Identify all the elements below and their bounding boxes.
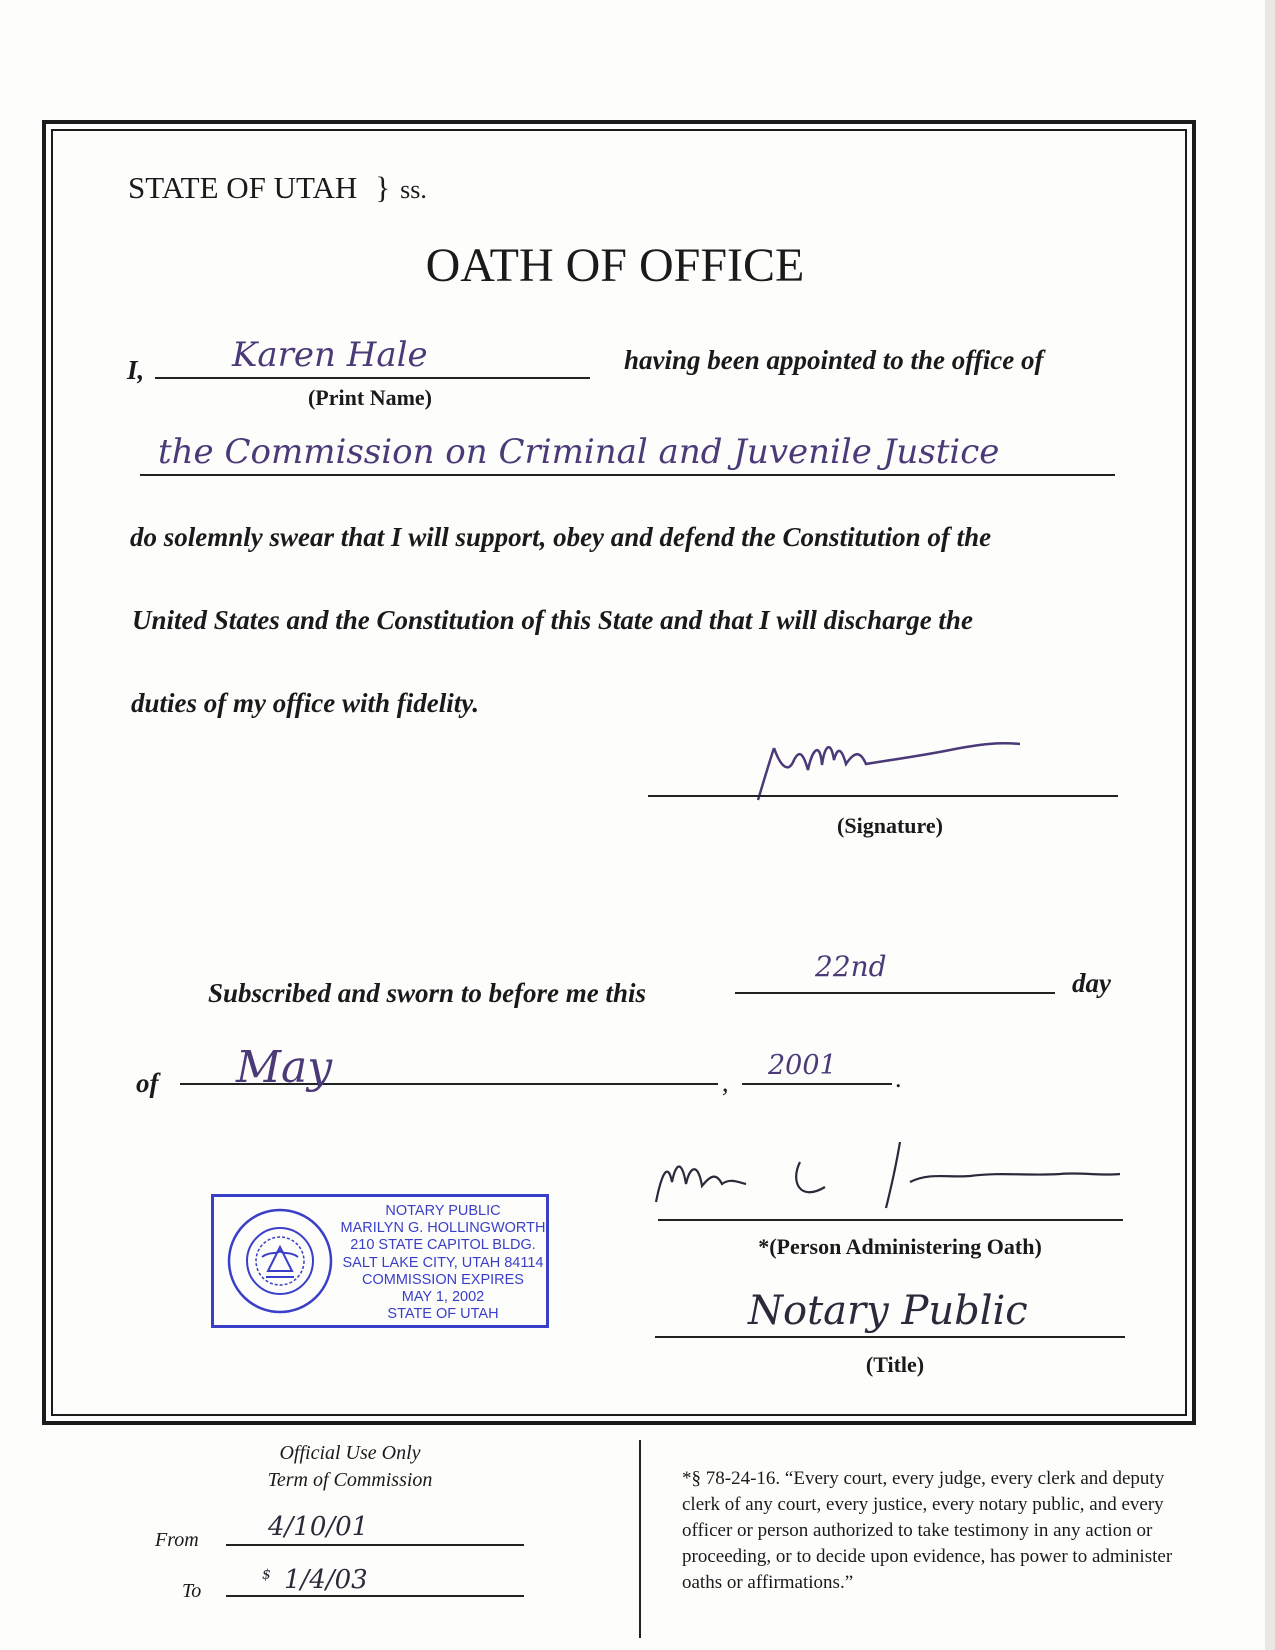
day-line	[735, 992, 1055, 994]
stamp-line: MARILYN G. HOLLINGWORTH	[340, 1220, 546, 1237]
oath-text-line-1: do solemnly swear that I will support, obey and defend the Constitution of the	[130, 522, 992, 552]
stamp-line: COMMISSION EXPIRES	[362, 1271, 524, 1288]
administrator-line	[658, 1219, 1123, 1221]
from-label: From	[155, 1529, 199, 1551]
office-line	[140, 474, 1115, 476]
brace: }	[375, 170, 391, 205]
oath-prefix: I,	[127, 355, 145, 385]
stamp-text	[339, 1203, 547, 1323]
oath-text-line-3: duties of my office with fidelity.	[131, 688, 479, 718]
title-caption: (Title)	[865, 1352, 925, 1377]
date-period: .	[895, 1064, 902, 1093]
term-of-commission-label: Term of Commission	[267, 1469, 433, 1491]
title-field[interactable]: Notary Public	[748, 1288, 1028, 1334]
name-line	[155, 377, 590, 379]
stamp-line: NOTARY PUBLIC	[385, 1203, 501, 1219]
from-line	[226, 1544, 524, 1546]
oath-text-line-2: United States and the Constitution of this State and that I will discharge the	[132, 605, 973, 635]
subscribed-text: Subscribed and sworn to before me this	[208, 978, 647, 1008]
page-title: OATH OF OFFICE	[425, 239, 805, 292]
page-edge	[1265, 0, 1275, 1650]
state-name: STATE OF UTAH	[128, 170, 358, 205]
statute-note: *§ 78-24-16. “Every court, every judge, every clerk and deputy clerk of any court, every justice, every notary public, and every officer or person authorized to take testimony in any action or proceeding, or to decide upon evidence, has power to administer oaths or affirmations.”	[682, 1468, 1173, 1593]
notary-stamp	[211, 1194, 549, 1328]
month-field[interactable]: May	[236, 1042, 333, 1093]
year-field[interactable]: 2001	[768, 1050, 837, 1081]
of-word: of	[136, 1068, 159, 1098]
official-use-label: Official Use Only	[279, 1442, 421, 1464]
day-field[interactable]: 22nd	[815, 950, 887, 983]
appointed-text: having been appointed to the office of	[624, 345, 1044, 375]
day-word: day	[1072, 968, 1111, 998]
signature-line	[648, 795, 1118, 797]
state-seal-icon	[226, 1207, 334, 1315]
to-line	[226, 1595, 524, 1597]
printed-name-field[interactable]: Karen Hale	[232, 335, 428, 375]
signature-caption: (Signature)	[837, 813, 943, 838]
ss-abbrev: ss.	[400, 175, 427, 204]
print-name-caption: (Print Name)	[307, 385, 432, 410]
date-comma: ,	[722, 1068, 729, 1097]
stamp-line: SALT LAKE CITY, UTAH 84114	[342, 1254, 544, 1271]
administrator-caption: *(Person Administering Oath)	[758, 1234, 1042, 1259]
title-line	[655, 1336, 1125, 1338]
official-use-heading	[230, 1440, 470, 1494]
from-field[interactable]: 4/10/01	[268, 1512, 369, 1542]
footer-divider	[639, 1440, 641, 1638]
to-label: To	[182, 1580, 202, 1602]
stamp-line: 210 STATE CAPITOL BLDG.	[350, 1237, 536, 1254]
to-mark: $	[262, 1567, 271, 1583]
stamp-line: STATE OF UTAH	[387, 1306, 499, 1323]
state-heading	[128, 170, 427, 206]
to-field[interactable]: 1/4/03	[284, 1565, 368, 1595]
office-field[interactable]: the Commission on Criminal and Juvenile Justice	[158, 432, 1000, 472]
year-line	[742, 1083, 892, 1085]
stamp-line: MAY 1, 2002	[401, 1289, 485, 1306]
